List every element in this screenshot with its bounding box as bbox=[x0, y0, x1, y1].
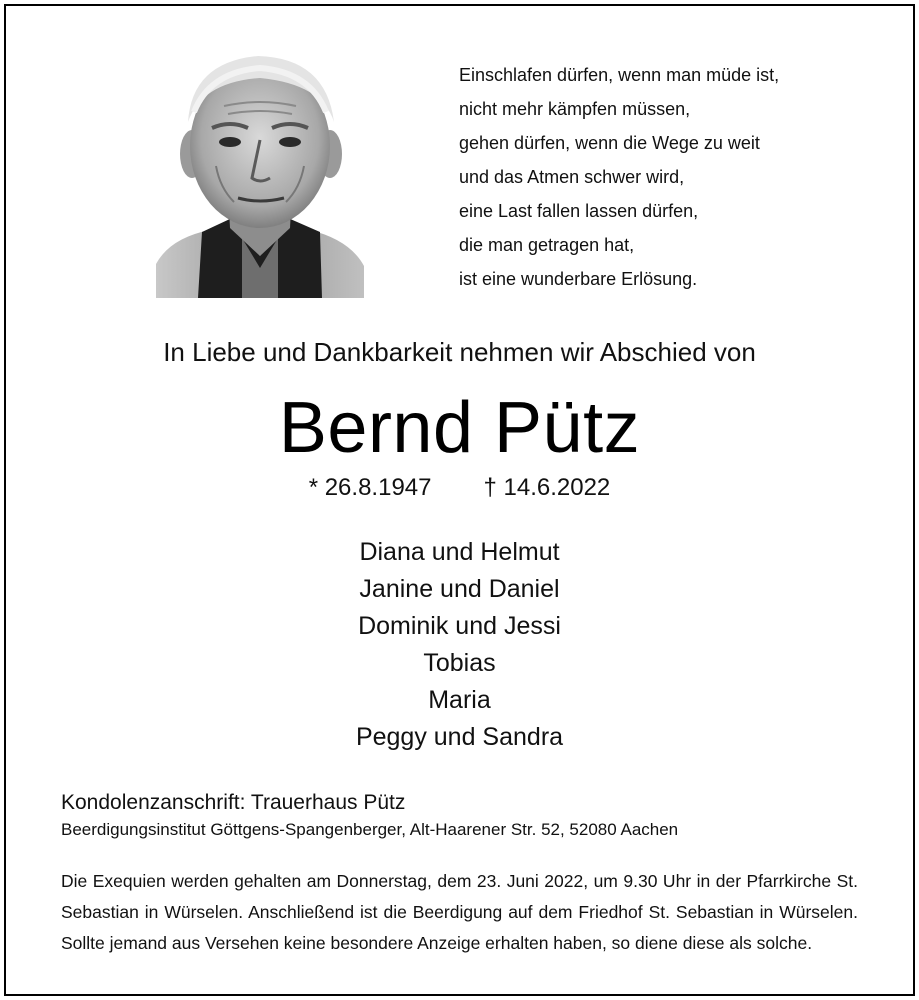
deceased-name: Bernd Pütz bbox=[278, 388, 641, 468]
service-details: Die Exequien werden gehalten am Donnerstag, dem 23. Juni 2022, um 9.30 Uhr in der Pfarrkirche St. Sebastian in Würselen. Anschließend ist die Beerdigung auf dem Friedhof St. Sebastian in Würselen. Sollte jemand aus Versehen keine besondere Anzeige erhalten haben, so diene diese als solche. bbox=[61, 871, 858, 953]
portrait-photo bbox=[150, 42, 368, 298]
poem bbox=[459, 58, 779, 296]
poem-line: gehen dürfen, wenn die Wege zu weit bbox=[459, 133, 760, 153]
birth-date: * 26.8.1947 bbox=[308, 474, 432, 501]
poem-line: Einschlafen dürfen, wenn man müde ist, bbox=[459, 65, 780, 85]
mourner: Janine und Daniel bbox=[359, 575, 560, 603]
mourner: Tobias bbox=[423, 649, 496, 677]
mourner: Maria bbox=[428, 686, 491, 714]
mourner: Dominik und Jessi bbox=[358, 612, 561, 640]
farewell-intro: In Liebe und Dankbarkeit nehmen wir Abschied von bbox=[163, 337, 756, 367]
condolence-address: Beerdigungsinstitut Göttgens-Spangenberger, Alt-Haarener Str. 52, 52080 Aachen bbox=[61, 820, 679, 839]
poem-line: nicht mehr kämpfen müssen, bbox=[459, 99, 691, 119]
mourners-list bbox=[0, 534, 919, 756]
mourner: Diana und Helmut bbox=[359, 538, 560, 566]
mourner: Peggy und Sandra bbox=[355, 723, 564, 751]
condolence-title: Kondolenzanschrift: Trauerhaus Pütz bbox=[61, 791, 406, 814]
poem-line: eine Last fallen lassen dürfen, bbox=[459, 201, 699, 221]
poem-line: die man getragen hat, bbox=[459, 235, 635, 255]
poem-line: und das Atmen schwer wird, bbox=[459, 167, 685, 187]
poem-line: ist eine wunderbare Erlösung. bbox=[459, 269, 698, 289]
life-dates bbox=[0, 474, 919, 502]
death-date: † 14.6.2022 bbox=[483, 474, 611, 501]
